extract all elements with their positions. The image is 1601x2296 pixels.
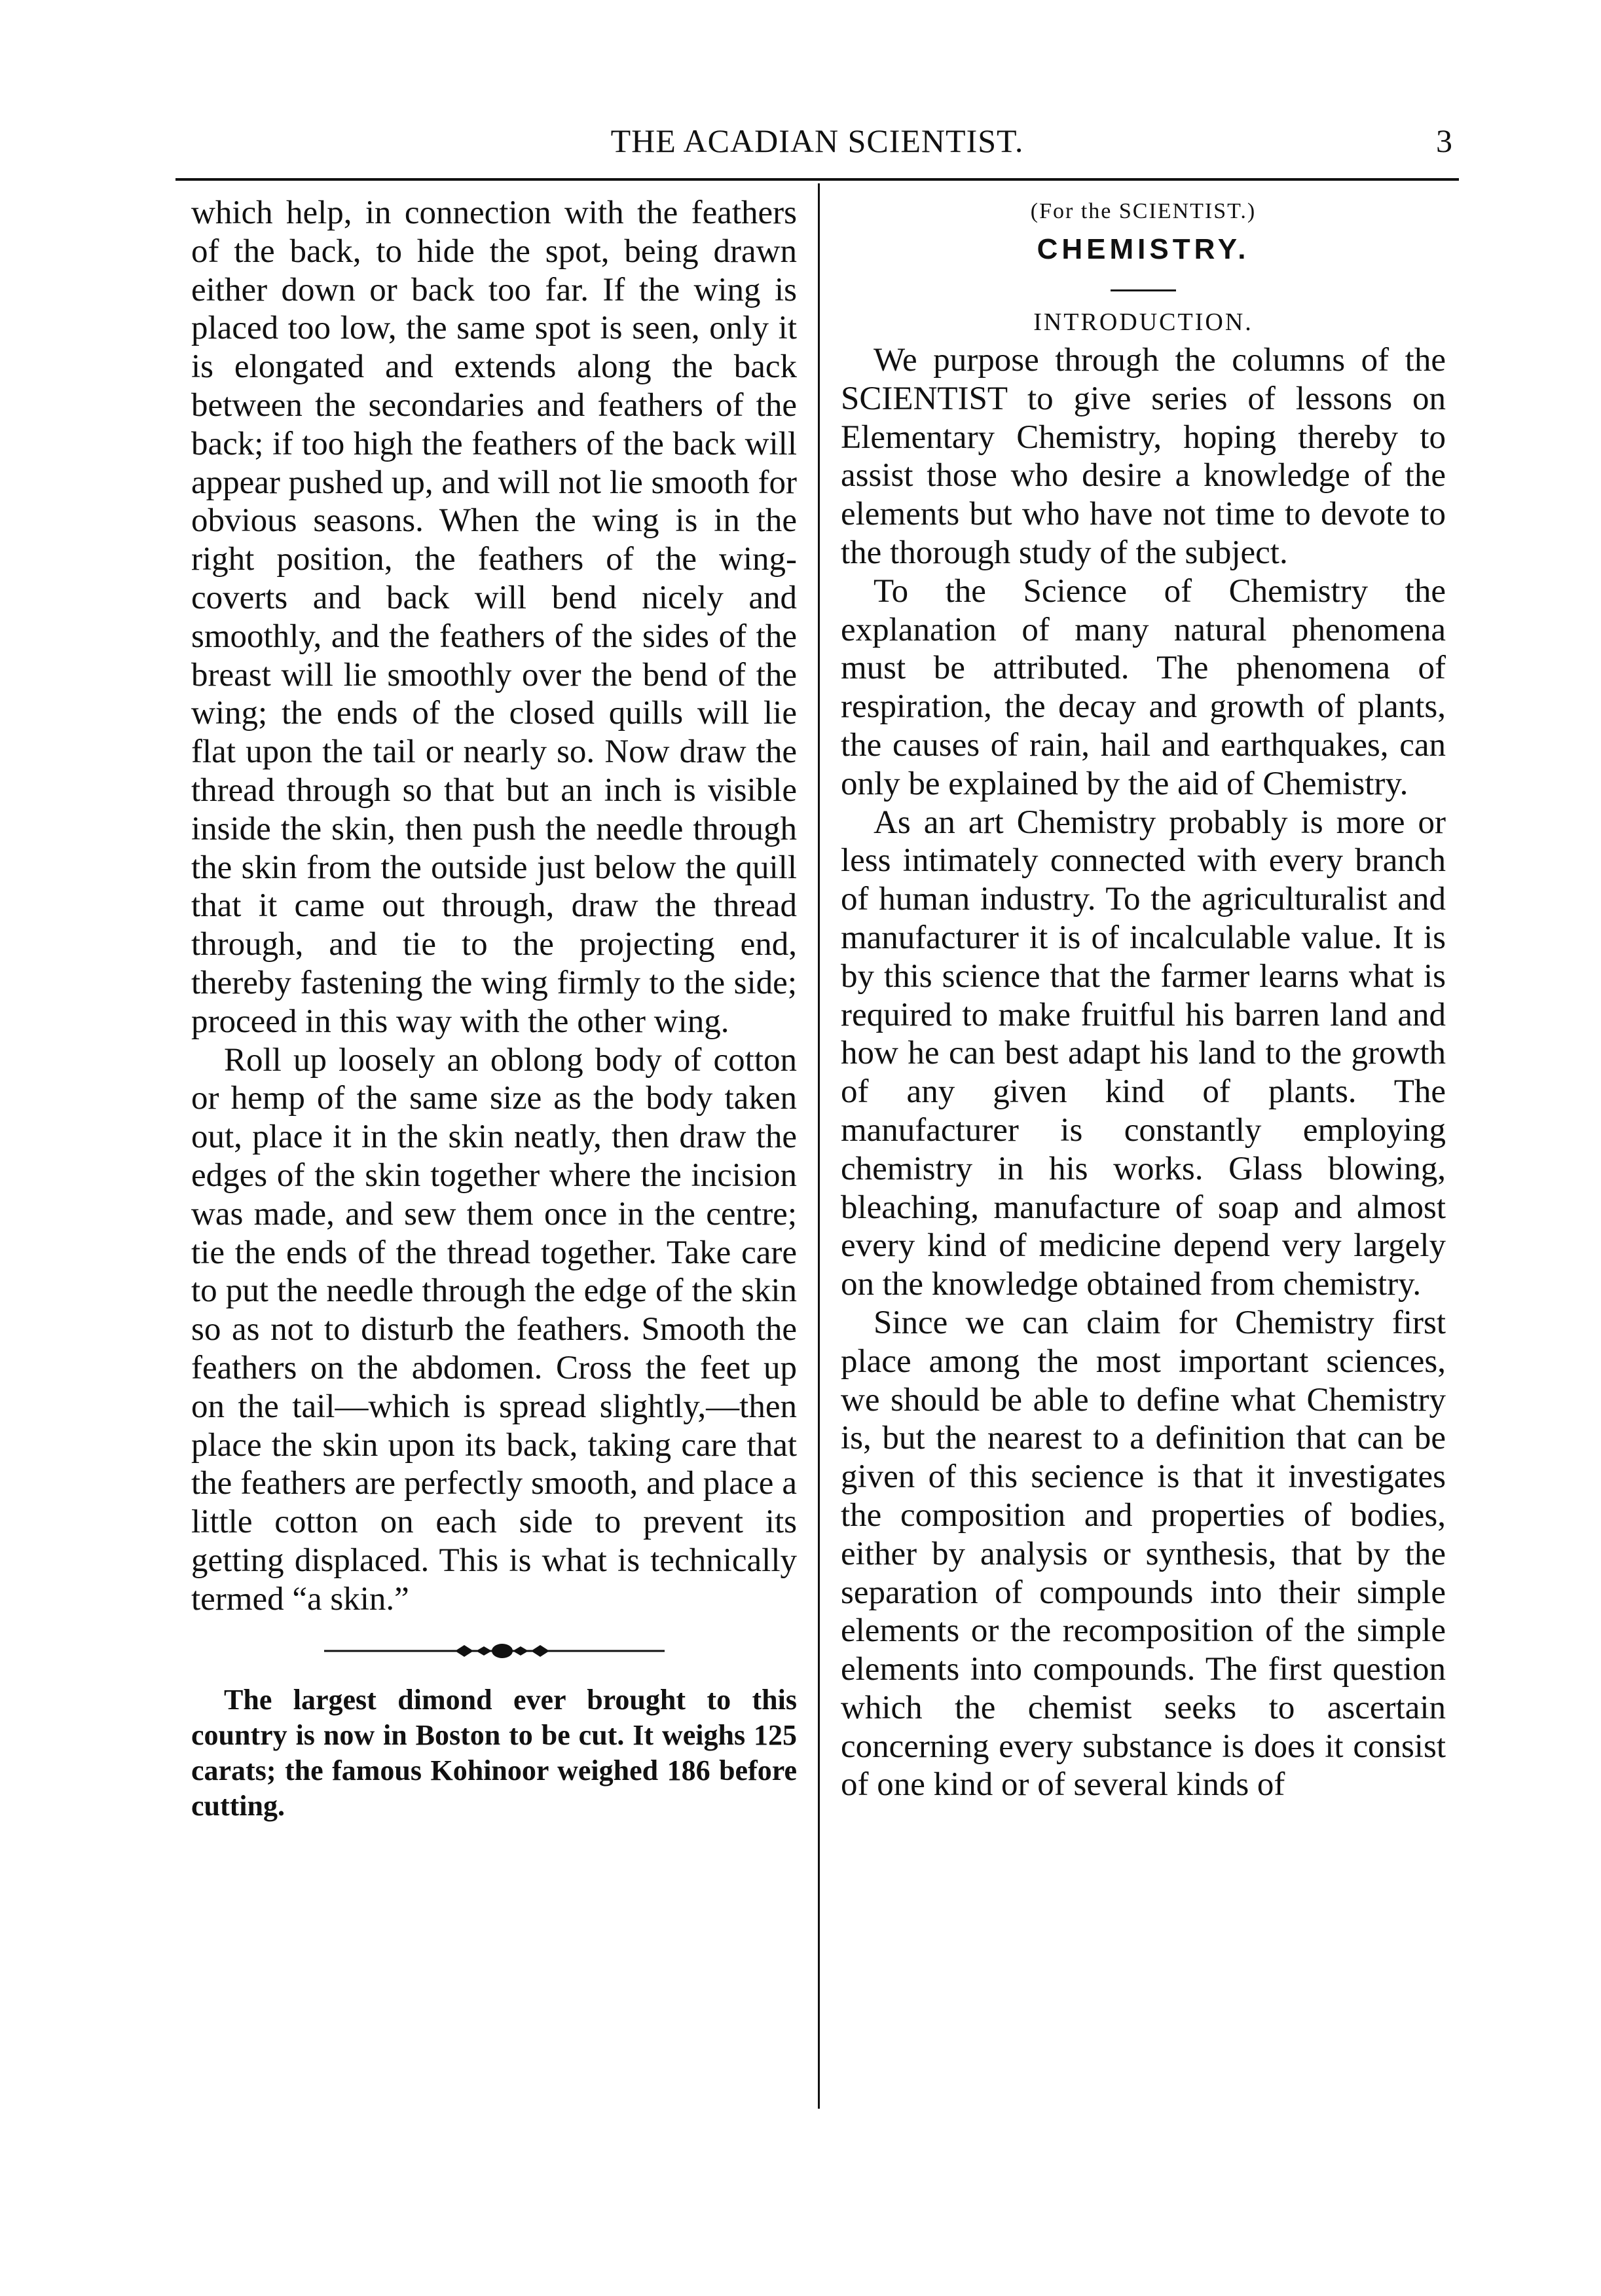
left-column (191, 194, 797, 1824)
chemistry-paragraph-4: Since we can claim for Chemistry first place among the most important sciences, we should be able to define what Chemistry is, but the nearest to a definition that can be given of this secience is that it investigates the composition and properties of bodies, either by analysis or synthesis, that by the separation of compounds into their simple elements or the recomposition of the simple elements into compounds. The first question which the chemist seeks to ascertain concerning every substance is does it consist of one kind or of several kinds of (841, 1304, 1446, 1804)
page-header (175, 121, 1459, 174)
chemistry-paragraph-2: To the Science of Chemistry the explanation of many natural phenomena must be attributed. The phenomena of respiration, the decay and growth of plants, the causes of rain, hail and earthquakes, can only be explained by the aid of Chemistry. (841, 572, 1446, 802)
right-column (841, 194, 1446, 1804)
section-ornament (324, 1638, 665, 1664)
chemistry-paragraph-1: We purpose through the columns of the SCIENTIST to give series of lessons on Elementary Chemistry, hoping thereby to assist those who desire a knowledge of the elements but who have not time to devote to the thorough study of the subject. (841, 342, 1446, 571)
taxidermy-paragraph-1: which help, in connection with the feathers of the back, to hide the spot, being drawn either down or back too far. If the wing is placed too low, the same spot is seen, only it is elongated and extends along the back between the secondaries and feathers of the back; if too high the feathers of the back will appear pushed up, and will not lie smooth for obvious seasons. When the wing is in the right position, the feathers of the wing-coverts and back will bend nicely and smoothly, and the feathers of the sides of the breast will lie smoothly over the bend of the wing; the ends of the closed quills will lie flat upon the tail or nearly so. Now draw the thread through so that but an inch is visible inside the skin, then push the needle through the skin from the outside just below the quill that it came out through, draw the thread through, and tie to the projecting end, thereby fastening the wing firmly to the side; proceed in this way with the other wing. (191, 194, 797, 1040)
running-head: THE ACADIAN SCIENTIST. (610, 122, 1024, 159)
article-title: CHEMISTRY. (1037, 233, 1250, 265)
page-number: 3 (1436, 122, 1452, 159)
title-rule (1111, 289, 1176, 291)
taxidermy-paragraph-2: Roll up loosely an oblong body of cotton or hemp of the same size as the body taken out, place it in the skin neatly, then draw the edges of the skin together where the incision was made, and sew them once in the centre; tie the ends of the thread together. Take care to put the needle through the edge of the skin so as not to disturb the feathers. Smooth the feathers on the abdomen. Cross the feet up on the tail—which is spread slightly,—then place the skin upon its back, taking care that the feathers are perfectly smooth, and place a little cotton on each side to prevent its getting displaced. This is what is technically termed “a skin.” (191, 1041, 797, 1618)
diamond-note: The largest dimond ever brought to this country is now in Boston to be cut. It weighs 125 carats; the famous Kohinoor weighed 186 before cutting. (191, 1684, 797, 1823)
article-credit: (For the SCIENTIST.) (1030, 199, 1257, 223)
section-heading: INTRODUCTION. (1033, 308, 1253, 336)
chemistry-paragraph-3: As an art Chemistry probably is more or less intimately connected with every branch of human industry. To the agriculturalist and manufacturer it is of incalculable value. It is by this science that the farmer learns what is required to make fruitful his barren land and how he can best adapt his land to the growth of any given kind of plants. The manufacturer is constantly employing chemistry in his works. Glass blowing, bleaching, manufacture of soap and almost every kind of medicine depend very largely on the knowledge obtained from chemistry. (841, 804, 1446, 1303)
header-rule (175, 178, 1459, 181)
column-divider (818, 183, 820, 2109)
